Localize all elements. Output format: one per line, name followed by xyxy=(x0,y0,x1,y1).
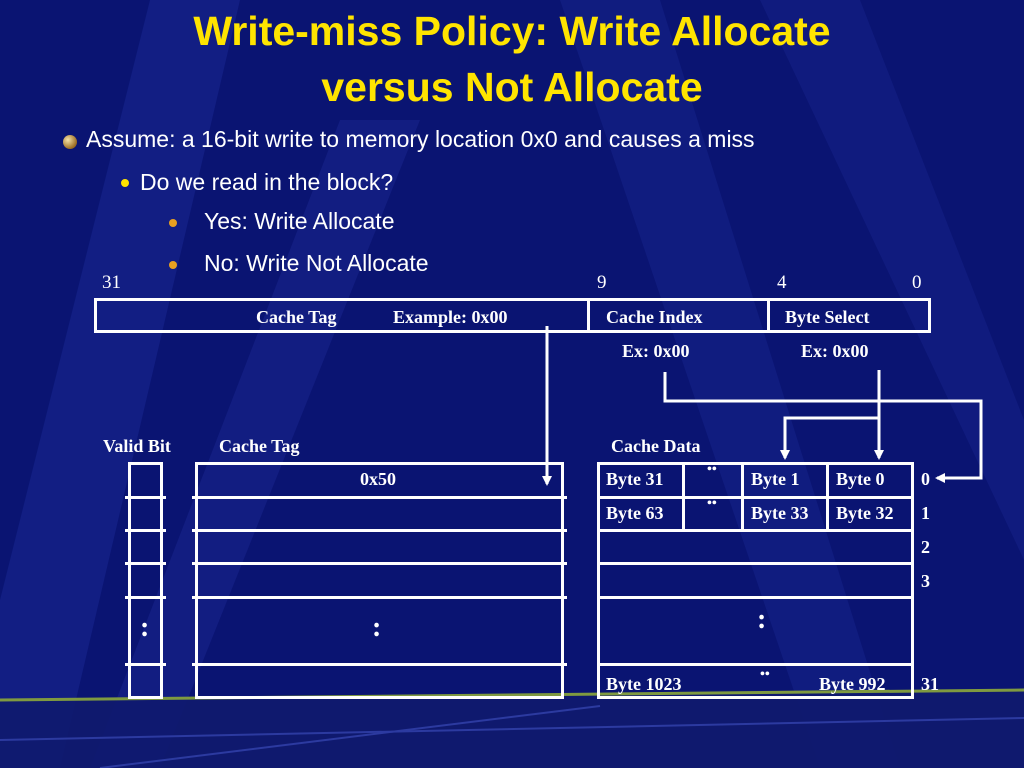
field-cache-index: Cache Index xyxy=(606,307,703,327)
bit-label-9: 9 xyxy=(597,272,607,293)
bullet-write-not-allocate: No: Write Not Allocate xyxy=(204,250,429,276)
row-number-3: 3 xyxy=(921,571,930,591)
row-divider xyxy=(125,496,166,499)
row-divider xyxy=(192,663,567,666)
row-divider xyxy=(192,562,567,565)
row-number-31: 31 xyxy=(921,674,939,694)
slide-title-line2: versus Not Allocate xyxy=(321,64,703,110)
bit-label-0: 0 xyxy=(912,272,922,293)
row-divider xyxy=(125,529,166,532)
valid-ellipsis: : xyxy=(140,612,150,643)
byte-32: Byte 32 xyxy=(836,503,894,523)
byte-992: Byte 992 xyxy=(819,674,886,694)
tag-value-row0: 0x50 xyxy=(360,469,396,489)
row-divider xyxy=(192,596,567,599)
bullet-assume: Assume: a 16-bit write to memory location 0x0 and causes a miss xyxy=(86,126,755,152)
row-divider xyxy=(125,562,166,565)
field-byte-select: Byte Select xyxy=(785,307,870,327)
header-valid-bit: Valid Bit xyxy=(103,436,171,456)
slide-title-line1: Write-miss Policy: Write Allocate xyxy=(193,8,831,54)
row-divider xyxy=(597,663,914,666)
row-divider xyxy=(125,663,166,666)
row-number-1: 1 xyxy=(921,503,930,523)
byte-1: Byte 1 xyxy=(751,469,800,489)
row-number-2: 2 xyxy=(921,537,930,557)
bit-label-4: 4 xyxy=(777,272,787,293)
bit-label-31: 31 xyxy=(102,272,121,293)
row-divider xyxy=(597,496,914,499)
byte-63: Byte 63 xyxy=(606,503,664,523)
row-divider xyxy=(597,562,914,565)
bullet-write-allocate: Yes: Write Allocate xyxy=(204,208,395,234)
bullet-read-block: Do we read in the block? xyxy=(140,169,394,195)
select-example: Ex: 0x00 xyxy=(801,341,869,361)
row-divider xyxy=(192,496,567,499)
byte-hellipsis: •• xyxy=(760,667,770,682)
byte-hellipsis: •• xyxy=(707,496,717,511)
tag-ellipsis: : xyxy=(372,612,382,643)
byte-divider xyxy=(826,462,829,529)
byte-divider xyxy=(682,462,685,529)
byte-33: Byte 33 xyxy=(751,503,809,523)
data-ellipsis: : xyxy=(757,604,767,635)
index-example: Ex: 0x00 xyxy=(622,341,690,361)
field-cache-tag: Cache Tag xyxy=(256,307,337,327)
row-divider xyxy=(192,529,567,532)
row-divider xyxy=(597,529,914,532)
byte-0: Byte 0 xyxy=(836,469,885,489)
byte-31: Byte 31 xyxy=(606,469,664,489)
byte-divider xyxy=(741,462,744,529)
row-number-0: 0 xyxy=(921,469,930,489)
row-divider xyxy=(597,596,914,599)
header-cache-tag: Cache Tag xyxy=(219,436,300,456)
byte-hellipsis: •• xyxy=(707,462,717,477)
header-cache-data: Cache Data xyxy=(611,436,701,456)
byte-1023: Byte 1023 xyxy=(606,674,682,694)
row-divider xyxy=(125,596,166,599)
field-tag-example: Example: 0x00 xyxy=(393,307,508,327)
